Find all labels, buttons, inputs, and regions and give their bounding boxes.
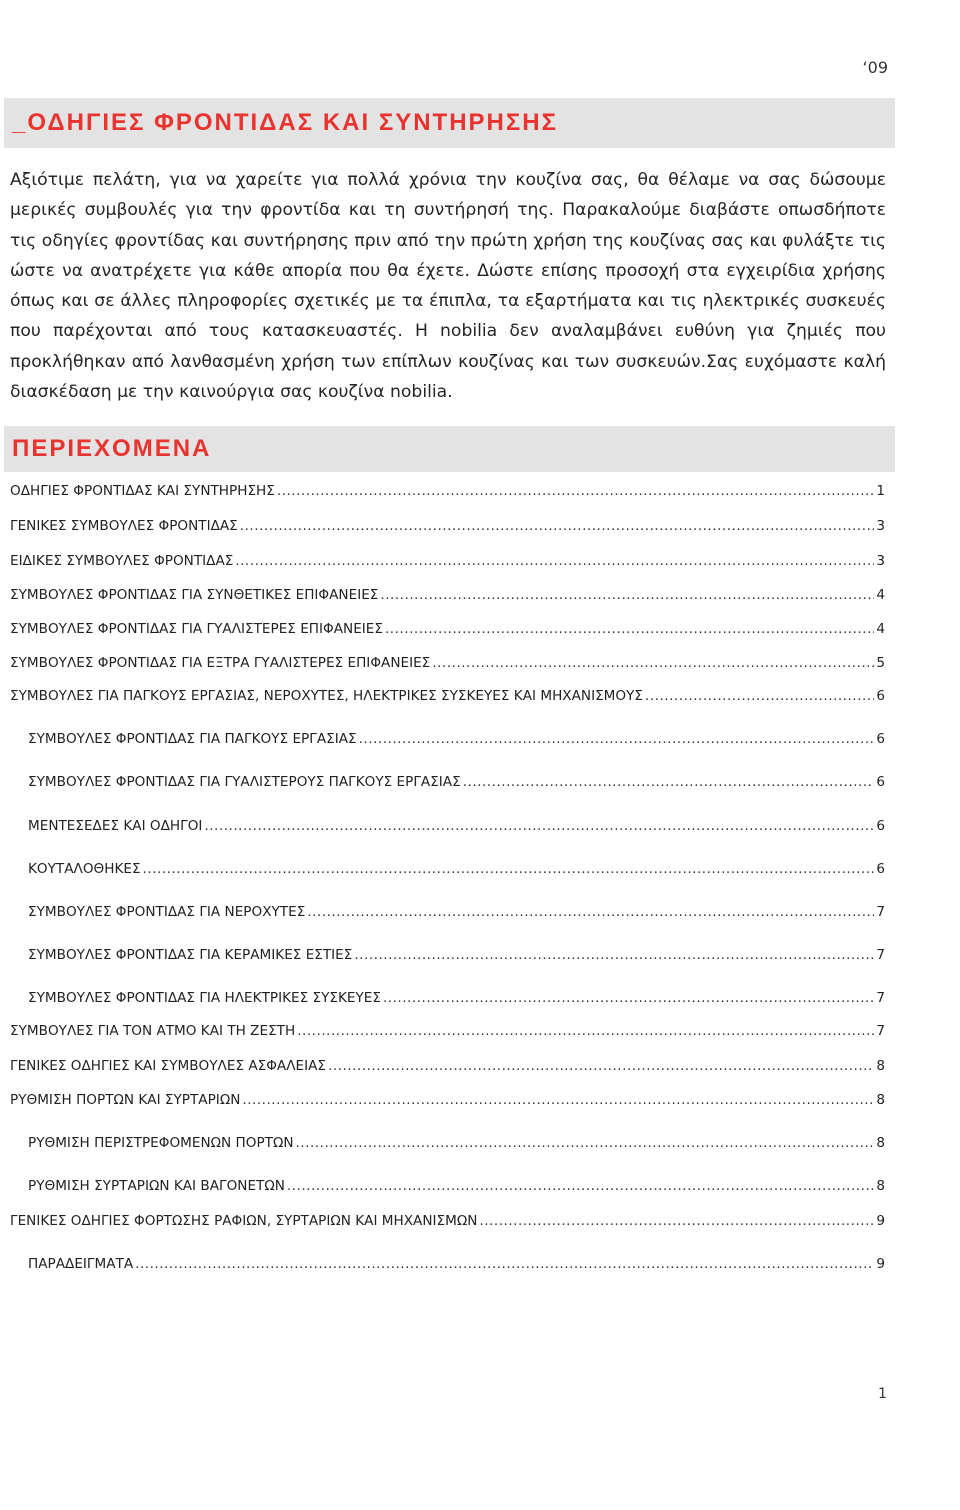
toc-entry-label: ΣΥΜΒΟΥΛΕΣ ΦΡΟΝΤΙΔΑΣ ΓΙΑ ΠΑΓΚΟΥΣ ΕΡΓΑΣΙΑΣ xyxy=(28,731,357,747)
toc-entry-page: 9 xyxy=(876,1256,885,1272)
toc-leader-dots xyxy=(383,990,874,1006)
toc-entry[interactable] xyxy=(28,904,885,924)
toc-leader-dots xyxy=(296,1135,875,1151)
toc-entry[interactable] xyxy=(28,1178,885,1198)
toc-entry-page: 5 xyxy=(876,655,885,671)
toc-leader-dots xyxy=(297,1023,874,1039)
toc-leader-dots xyxy=(307,904,874,920)
toc-entry-label: ΡΥΘΜΙΣΗ ΠΟΡΤΩΝ ΚΑΙ ΣΥΡΤΑΡΙΩΝ xyxy=(10,1092,241,1108)
toc-entry[interactable] xyxy=(10,483,885,503)
toc-leader-dots xyxy=(328,1058,874,1074)
toc-leader-dots xyxy=(204,818,874,834)
toc-leader-dots xyxy=(277,483,875,499)
toc-leader-dots xyxy=(380,587,874,603)
toc-leader-dots xyxy=(143,861,875,877)
toc-entry[interactable] xyxy=(10,587,885,607)
toc-entry-label: ΣΥΜΒΟΥΛΕΣ ΦΡΟΝΤΙΔΑΣ ΓΙΑ ΗΛΕΚΤΡΙΚΕΣ ΣΥΣΚΕΥΕΣ xyxy=(28,990,381,1006)
toc-entry-page: 1 xyxy=(876,483,885,499)
toc-entry[interactable] xyxy=(28,861,885,881)
toc-entry[interactable] xyxy=(28,731,885,751)
toc-entry-page: 7 xyxy=(876,947,885,963)
toc-entry-page: 7 xyxy=(876,1023,885,1039)
toc-entry-page: 4 xyxy=(876,587,885,603)
toc-title: ΠΕΡΙΕΧΟΜΕΝΑ xyxy=(12,435,212,462)
toc-leader-dots xyxy=(463,774,875,790)
toc-leader-dots xyxy=(479,1213,874,1229)
toc-entry-label: ΡΥΘΜΙΣΗ ΠΕΡΙΣΤΡΕΦΟΜΕΝΩΝ ΠΟΡΤΩΝ xyxy=(28,1135,294,1151)
toc-entry[interactable] xyxy=(28,947,885,967)
toc-entry-label: ΡΥΘΜΙΣΗ ΣΥΡΤΑΡΙΩΝ ΚΑΙ ΒΑΓΟΝΕΤΩΝ xyxy=(28,1178,285,1194)
toc-entry[interactable] xyxy=(28,1135,885,1155)
toc-entry-label: ΣΥΜΒΟΥΛΕΣ ΦΡΟΝΤΙΔΑΣ ΓΙΑ ΓΥΑΛΙΣΤΕΡΕΣ ΕΠΙΦΑΝΕΙΕΣ xyxy=(10,621,383,637)
toc-entry[interactable] xyxy=(10,518,885,538)
toc-leader-dots xyxy=(645,688,874,704)
toc-entry-page: 6 xyxy=(876,818,885,834)
toc-entry-page: 6 xyxy=(876,688,885,704)
toc-entry[interactable] xyxy=(10,621,885,641)
toc-entry-label: ΕΙΔΙΚΕΣ ΣΥΜΒΟΥΛΕΣ ΦΡΟΝΤΙΔΑΣ xyxy=(10,553,234,569)
toc-entry-page: 8 xyxy=(876,1178,885,1194)
toc-leader-dots xyxy=(432,655,874,671)
toc-entry-page: 3 xyxy=(876,553,885,569)
toc-entry[interactable] xyxy=(10,1023,885,1043)
toc-entry-page: 8 xyxy=(876,1092,885,1108)
toc-entry[interactable] xyxy=(28,1256,885,1276)
toc-entry-label: ΣΥΜΒΟΥΛΕΣ ΦΡΟΝΤΙΔΑΣ ΓΙΑ ΝΕΡΟΧΥΤΕΣ xyxy=(28,904,306,920)
toc-entry-page: 4 xyxy=(876,621,885,637)
toc-leader-dots xyxy=(240,518,875,534)
toc-leader-dots xyxy=(242,1092,874,1108)
toc-entry-label: ΠΑΡΑΔΕΙΓΜΑΤΑ xyxy=(28,1256,134,1272)
toc-entry[interactable] xyxy=(10,1092,885,1112)
toc-leader-dots xyxy=(287,1178,874,1194)
toc-entry-page: 6 xyxy=(876,774,885,790)
toc-entry-label: ΜΕΝΤΕΣΕΔΕΣ ΚΑΙ ΟΔΗΓΟΙ xyxy=(28,818,203,834)
toc-entry-label: ΓΕΝΙΚΕΣ ΟΔΗΓΙΕΣ ΚΑΙ ΣΥΜΒΟΥΛΕΣ ΑΣΦΑΛΕΙΑΣ xyxy=(10,1058,327,1074)
toc-entry-label: ΣΥΜΒΟΥΛΕΣ ΦΡΟΝΤΙΔΑΣ ΓΙΑ ΚΕΡΑΜΙΚΕΣ ΕΣΤΙΕΣ xyxy=(28,947,353,963)
toc-leader-dots xyxy=(385,621,874,637)
toc-entry[interactable] xyxy=(10,1058,885,1078)
toc-entry-label: ΣΥΜΒΟΥΛΕΣ ΦΡΟΝΤΙΔΑΣ ΓΙΑ ΓΥΑΛΙΣΤΕΡΟΥΣ ΠΑΓΚΟΥΣ ΕΡΓΑΣΙΑΣ xyxy=(28,774,461,790)
toc-entry-label: ΟΔΗΓΙΕΣ ΦΡΟΝΤΙΔΑΣ ΚΑΙ ΣΥΝΤΗΡΗΣΗΣ xyxy=(10,483,275,499)
toc-entry[interactable] xyxy=(10,553,885,573)
toc-entry-page: 3 xyxy=(876,518,885,534)
toc-entry-label: ΚΟΥΤΑΛΟΘΗΚΕΣ xyxy=(28,861,141,877)
toc-leader-dots xyxy=(135,1256,874,1272)
toc-entry[interactable] xyxy=(28,990,885,1010)
toc-entry-page: 6 xyxy=(876,731,885,747)
toc-leader-dots xyxy=(235,553,874,569)
toc-entry-label: ΣΥΜΒΟΥΛΕΣ ΓΙΑ ΠΑΓΚΟΥΣ ΕΡΓΑΣΙΑΣ, ΝΕΡΟΧΥΤΕΣ, ΗΛΕΚΤΡΙΚΕΣ ΣΥΣΚΕΥΕΣ ΚΑΙ ΜΗΧΑΝΙΣΜΟΥΣ xyxy=(10,688,643,704)
section-title-banner xyxy=(4,98,895,148)
toc-entry-page: 7 xyxy=(876,990,885,1006)
page-number: 1 xyxy=(878,1386,887,1402)
toc-entry-page: 7 xyxy=(876,904,885,920)
toc-entry[interactable] xyxy=(28,774,885,794)
toc-entry-label: ΓΕΝΙΚΕΣ ΣΥΜΒΟΥΛΕΣ ΦΡΟΝΤΙΔΑΣ xyxy=(10,518,238,534)
section-title: _ΟΔΗΓΙΕΣ ΦΡΟΝΤΙΔΑΣ ΚΑΙ ΣΥΝΤΗΡΗΣΗΣ xyxy=(12,109,559,136)
toc-entry-page: 8 xyxy=(876,1135,885,1151)
toc-entry-label: ΣΥΜΒΟΥΛΕΣ ΦΡΟΝΤΙΔΑΣ ΓΙΑ ΣΥΝΘΕΤΙΚΕΣ ΕΠΙΦΑΝΕΙΕΣ xyxy=(10,587,379,603)
toc-entry-page: 9 xyxy=(876,1213,885,1229)
toc-leader-dots xyxy=(359,731,875,747)
toc-entry[interactable] xyxy=(10,655,885,675)
toc-entry[interactable] xyxy=(10,688,885,708)
toc-entry[interactable] xyxy=(10,1213,885,1233)
toc-entry[interactable] xyxy=(28,818,885,838)
page-marker: ‘09 xyxy=(862,58,888,77)
toc-leader-dots xyxy=(354,947,874,963)
toc-entry-page: 6 xyxy=(876,861,885,877)
toc-entry-label: ΣΥΜΒΟΥΛΕΣ ΦΡΟΝΤΙΔΑΣ ΓΙΑ ΕΞΤΡΑ ΓΥΑΛΙΣΤΕΡΕΣ ΕΠΙΦΑΝΕΙΕΣ xyxy=(10,655,431,671)
toc-entry-page: 8 xyxy=(876,1058,885,1074)
toc-title-banner xyxy=(4,426,895,472)
toc-entry-label: ΣΥΜΒΟΥΛΕΣ ΓΙΑ ΤΟΝ ΑΤΜΟ ΚΑΙ ΤΗ ΖΕΣΤΗ xyxy=(10,1023,296,1039)
intro-paragraph: Αξιότιμε πελάτη, για να χαρείτε για πολλά χρόνια την κουζίνα σας, θα θέλαμε να σας δώσουμε μερικές συμβουλές για την φροντίδα και τη συντήρησή της. Παρακαλούμε διαβάστε οπωσδήποτε τις οδηγίες φροντίδας και συντήρησης πριν από την πρώτη χρήση της κουζίνας σας και φυλάξτε τις ώστε να ανατρέχετε για κάθε απορία που θα έχετε. Δώστε επίσης προσοχή στα εγχειρίδια χρήσης όπως και σε άλλες πληροφορίες σχετικές με τα έπιπλα, τα εξαρτήματα και τις ηλεκτρικές συσκευές που παρέχονται από τους κατασκευαστές. Η nobilia δεν αναλαμβάνει ευθύνη για ζημιές που προκλήθηκαν από λανθασμένη χρήση των επίπλων κουζίνας και των συσκευών.Σας ευχόμαστε καλή διασκέδαση με την καινούργια σας κουζίνα nobilia. xyxy=(10,170,886,403)
toc-entry-label: ΓΕΝΙΚΕΣ ΟΔΗΓΙΕΣ ΦΟΡΤΩΣΗΣ ΡΑΦΙΩΝ, ΣΥΡΤΑΡΙΩΝ ΚΑΙ ΜΗΧΑΝΙΣΜΩΝ xyxy=(10,1213,478,1229)
